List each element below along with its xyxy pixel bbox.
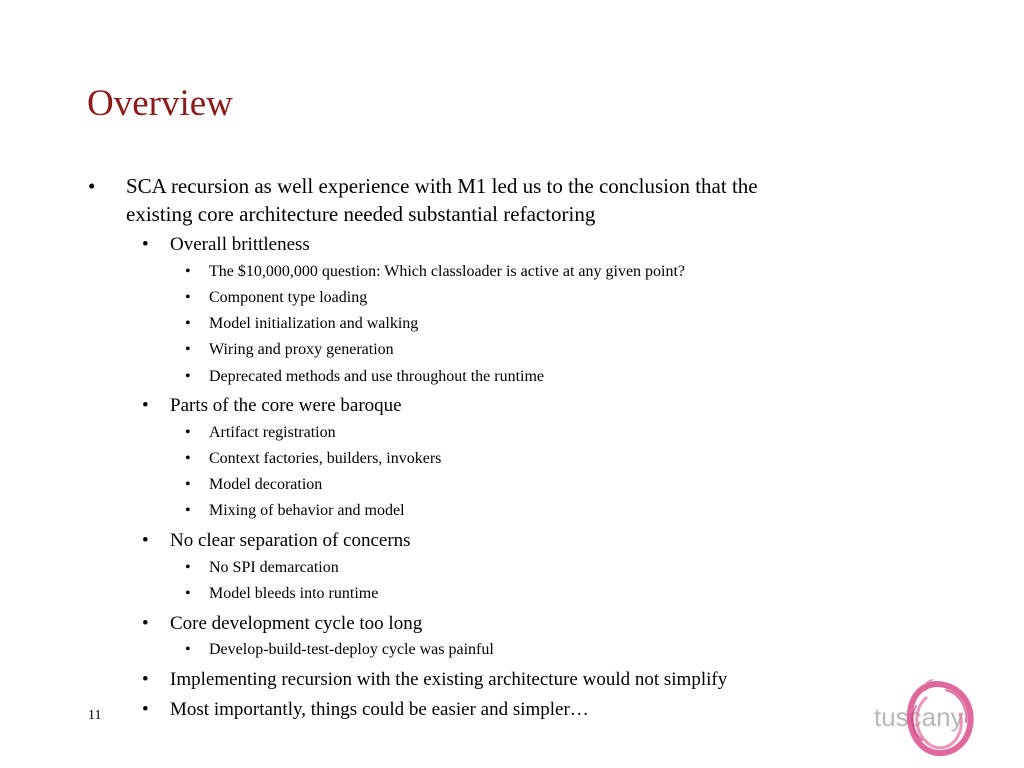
bullet-marker: • xyxy=(142,530,149,551)
bullet-text: The $10,000,000 question: Which classloader is active at any given point? xyxy=(209,263,686,280)
bullet-marker: • xyxy=(185,641,191,658)
bullet-text: Overall brittleness xyxy=(170,234,310,255)
bullet-text: Context factories, builders, invokers xyxy=(209,450,442,467)
bullet-text: SCA recursion as well experience with M1 led us to the conclusion that the xyxy=(126,174,758,198)
bullet-marker: • xyxy=(185,559,191,576)
tuscany-logo-icon xyxy=(896,676,976,762)
bullet-marker: • xyxy=(185,289,191,306)
bullet-marker: • xyxy=(185,450,191,467)
bullet-text: Model initialization and walking xyxy=(209,315,419,332)
bullet-text: Artifact registration xyxy=(209,424,336,441)
bullet-marker: • xyxy=(185,263,191,280)
bullet-marker: • xyxy=(142,669,149,690)
bullet-marker: • xyxy=(185,341,191,358)
bullet-text: No clear separation of concerns xyxy=(170,530,411,551)
bullet-marker: • xyxy=(185,502,191,519)
bullet-text: Core development cycle too long xyxy=(170,613,423,634)
bullet-marker: • xyxy=(88,174,96,198)
bullet-text: Component type loading xyxy=(209,289,368,306)
bullet-text: Deprecated methods and use throughout the runtime xyxy=(209,368,545,385)
logo-text: tuscany xyxy=(874,702,964,732)
bullet-marker: • xyxy=(185,476,191,493)
bullet-text: Develop-build-test-deploy cycle was painful xyxy=(209,641,494,658)
page-number: 11 xyxy=(88,708,102,723)
bullet-text: Wiring and proxy generation xyxy=(209,341,394,358)
bullet-marker: • xyxy=(185,424,191,441)
slide-title: Overview xyxy=(87,83,233,124)
bullet-text: Mixing of behavior and model xyxy=(209,502,405,519)
bullet-marker: • xyxy=(142,395,149,416)
bullet-marker: • xyxy=(185,585,191,602)
bullet-marker: • xyxy=(142,234,149,255)
tuscany-logo xyxy=(868,676,1008,762)
bullet-marker: • xyxy=(185,315,191,332)
bullet-marker: • xyxy=(142,699,149,720)
bullet-text: Model decoration xyxy=(209,476,323,493)
bullet-text: Model bleeds into runtime xyxy=(209,585,379,602)
bullet-text: Most importantly, things could be easier and simpler… xyxy=(170,699,589,720)
bullet-text: Parts of the core were baroque xyxy=(170,395,402,416)
bullet-text: existing core architecture needed substantial refactoring xyxy=(126,202,596,226)
bullet-marker: • xyxy=(185,368,191,385)
bullet-text: No SPI demarcation xyxy=(209,559,339,576)
bullet-marker: • xyxy=(142,613,149,634)
bullet-text: Implementing recursion with the existing architecture would not simplify xyxy=(170,669,728,690)
